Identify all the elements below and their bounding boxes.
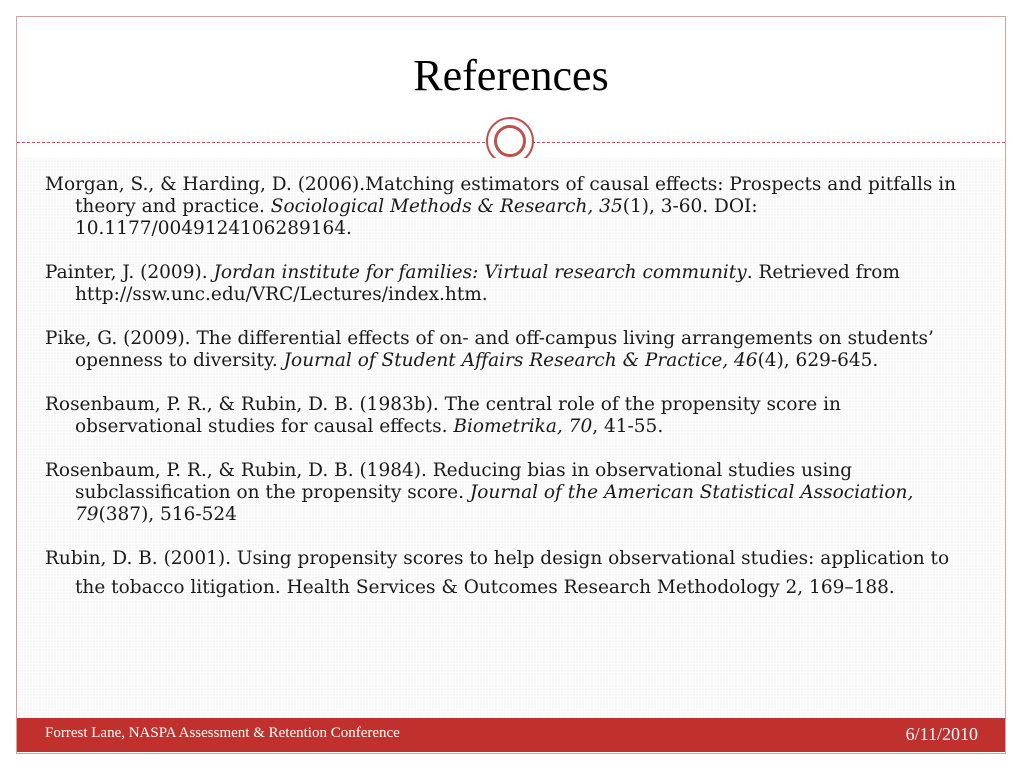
reference-text: Rubin, D. B. (2001). Using propensity scores to help design observational studies: application to the tobacco litigation. Health Services & Outcomes Research Methodology 2, 169–188. bbox=[45, 548, 950, 598]
footer-presenter: Forrest Lane, NASPA Assessment & Retention Conference bbox=[45, 725, 400, 741]
slide-title: References bbox=[413, 51, 609, 100]
reference-item bbox=[45, 328, 965, 372]
reference-list bbox=[45, 174, 965, 624]
footer-date: 6/11/2010 bbox=[905, 724, 978, 744]
reference-source: Journal of the American Statistical Association, 79 bbox=[75, 482, 914, 525]
reference-details: (387), 516-524 bbox=[98, 504, 237, 525]
reference-text: Rosenbaum, P. R., & Rubin, D. B. (1983b). The central role of the propensity score in observational studies for causal effects. bbox=[45, 394, 841, 437]
reference-source: Biometrika, 70 bbox=[453, 416, 593, 437]
reference-source: Jordan institute for families: Virtual research community bbox=[213, 262, 747, 283]
reference-source: Journal of Student Affairs Research & Practice, 46 bbox=[283, 350, 758, 371]
reference-details: (4), 629-645. bbox=[757, 350, 879, 371]
reference-text: Pike, G. (2009). The differential effects of on- and off-campus living arrangements on students’ openness to diversity. bbox=[45, 328, 934, 371]
reference-text: Rosenbaum, P. R., & Rubin, D. B. (1984). Reducing bias in observational studies using subclassification on the propensity score. bbox=[45, 460, 853, 503]
reference-source: Sociological Methods & Research, 35 bbox=[270, 196, 623, 217]
reference-item bbox=[45, 174, 965, 240]
ring-ornament-inner bbox=[494, 125, 526, 157]
reference-item bbox=[45, 262, 965, 306]
reference-details: . Retrieved from http://ssw.unc.edu/VRC/Lectures/index.htm. bbox=[75, 262, 900, 305]
reference-item bbox=[45, 460, 965, 526]
reference-text: Painter, J. (2009). bbox=[45, 262, 214, 283]
reference-item bbox=[45, 394, 965, 438]
reference-text: Morgan, S., & Harding, D. (2006).Matching estimators of causal effects: Prospects and pitfalls in theory and practice. bbox=[45, 174, 957, 217]
reference-item bbox=[45, 544, 965, 602]
reference-details: (1), 3-60. DOI: 10.1177/0049124106289164. bbox=[75, 196, 758, 239]
reference-details: , 41-55. bbox=[592, 416, 664, 437]
